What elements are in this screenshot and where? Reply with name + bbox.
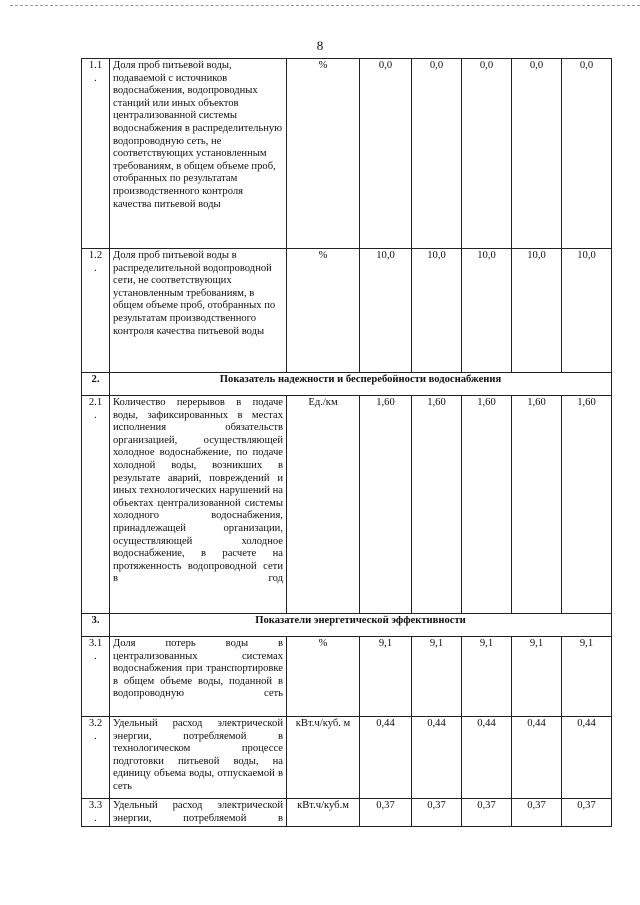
row-unit: кВт.ч/куб. м bbox=[287, 717, 360, 799]
row-description: Доля проб питьевой воды, подаваемой с источников водоснабжения, водопроводных станций или иных объектов централизованной системы водоснабжения в распределительную водопроводную сеть, не соответствующих установленным требованиям, в общем объеме проб, отобранных по результатам производственного контроля качества питьевой воды bbox=[110, 59, 287, 249]
row-value: 1,60 bbox=[360, 396, 412, 614]
row-value: 10,0 bbox=[562, 249, 612, 373]
row-value: 0,37 bbox=[512, 799, 562, 827]
row-description: Удельный расход электрической энергии, потребляемой в технологическом процессе подготовки питьевой воды, на единицу объема воды, отпускаемой в сеть bbox=[110, 717, 287, 799]
row-description: Количество перерывов в подаче воды, зафиксированных в местах исполнения обязательств организацией, осуществляющей холодное водоснабжение, по подаче холодной воды, возникших в результате аварий, повреждений и иных технологических нарушений на объектах централизованной системы холодного водоснабжения, принадлежащей организации, осуществляющей холодное водоснабжение, в расчете на протяженность водопроводной сети в год bbox=[110, 396, 287, 614]
table-row bbox=[82, 59, 612, 249]
row-value: 10,0 bbox=[360, 249, 412, 373]
section-title: Показатель надежности и бесперебойности водоснабжения bbox=[110, 373, 612, 396]
row-value: 0,37 bbox=[360, 799, 412, 827]
row-value: 0,37 bbox=[562, 799, 612, 827]
row-value: 0,0 bbox=[562, 59, 612, 249]
row-unit: % bbox=[287, 637, 360, 717]
top-dashed-rule bbox=[10, 5, 640, 6]
row-value: 9,1 bbox=[412, 637, 462, 717]
row-value: 0,0 bbox=[360, 59, 412, 249]
row-value: 9,1 bbox=[562, 637, 612, 717]
row-unit: % bbox=[287, 249, 360, 373]
row-value: 9,1 bbox=[360, 637, 412, 717]
row-unit: Ед./км bbox=[287, 396, 360, 614]
section-number: 3. bbox=[82, 614, 110, 637]
row-number: 1.2 . bbox=[82, 249, 110, 373]
row-number: 1.1 . bbox=[82, 59, 110, 249]
row-description: Доля потерь воды в централизованных системах водоснабжения при транспортировке в общем объеме воды, поданной в водопроводную сеть bbox=[110, 637, 287, 717]
table-row bbox=[82, 396, 612, 614]
row-value: 9,1 bbox=[462, 637, 512, 717]
section-header-energy bbox=[82, 614, 612, 637]
row-value: 0,44 bbox=[562, 717, 612, 799]
section-header-reliability bbox=[82, 373, 612, 396]
row-unit: % bbox=[287, 59, 360, 249]
row-value: 0,0 bbox=[412, 59, 462, 249]
row-value: 0,0 bbox=[512, 59, 562, 249]
page-number: 8 bbox=[316, 38, 324, 53]
row-description: Удельный расход электрической энергии, потребляемой в bbox=[110, 799, 287, 827]
row-value: 0,37 bbox=[412, 799, 462, 827]
row-number: 3.2 . bbox=[82, 717, 110, 799]
table-row bbox=[82, 637, 612, 717]
row-value: 9,1 bbox=[512, 637, 562, 717]
row-description: Доля проб питьевой воды в распределительной водопроводной сети, не соответствующих установленным требованиям, в общем объеме проб, отобранных по результатам производственного контроля качества питьевой воды bbox=[110, 249, 287, 373]
indicators-table bbox=[81, 58, 612, 827]
section-number: 2. bbox=[82, 373, 110, 396]
row-value: 0,44 bbox=[360, 717, 412, 799]
row-value: 1,60 bbox=[512, 396, 562, 614]
row-number: 2.1 . bbox=[82, 396, 110, 614]
section-title: Показатели энергетической эффективности bbox=[110, 614, 612, 637]
row-value: 0,44 bbox=[412, 717, 462, 799]
table-row bbox=[82, 717, 612, 799]
row-number: 3.3 . bbox=[82, 799, 110, 827]
row-unit: кВт.ч/куб.м bbox=[287, 799, 360, 827]
row-value: 1,60 bbox=[412, 396, 462, 614]
row-number: 3.1 . bbox=[82, 637, 110, 717]
row-value: 10,0 bbox=[512, 249, 562, 373]
row-value: 0,0 bbox=[462, 59, 512, 249]
row-value: 10,0 bbox=[462, 249, 512, 373]
row-value: 1,60 bbox=[562, 396, 612, 614]
row-value: 10,0 bbox=[412, 249, 462, 373]
row-value: 0,44 bbox=[462, 717, 512, 799]
table-row bbox=[82, 799, 612, 827]
table-row bbox=[82, 249, 612, 373]
row-value: 1,60 bbox=[462, 396, 512, 614]
row-value: 0,37 bbox=[462, 799, 512, 827]
row-value: 0,44 bbox=[512, 717, 562, 799]
